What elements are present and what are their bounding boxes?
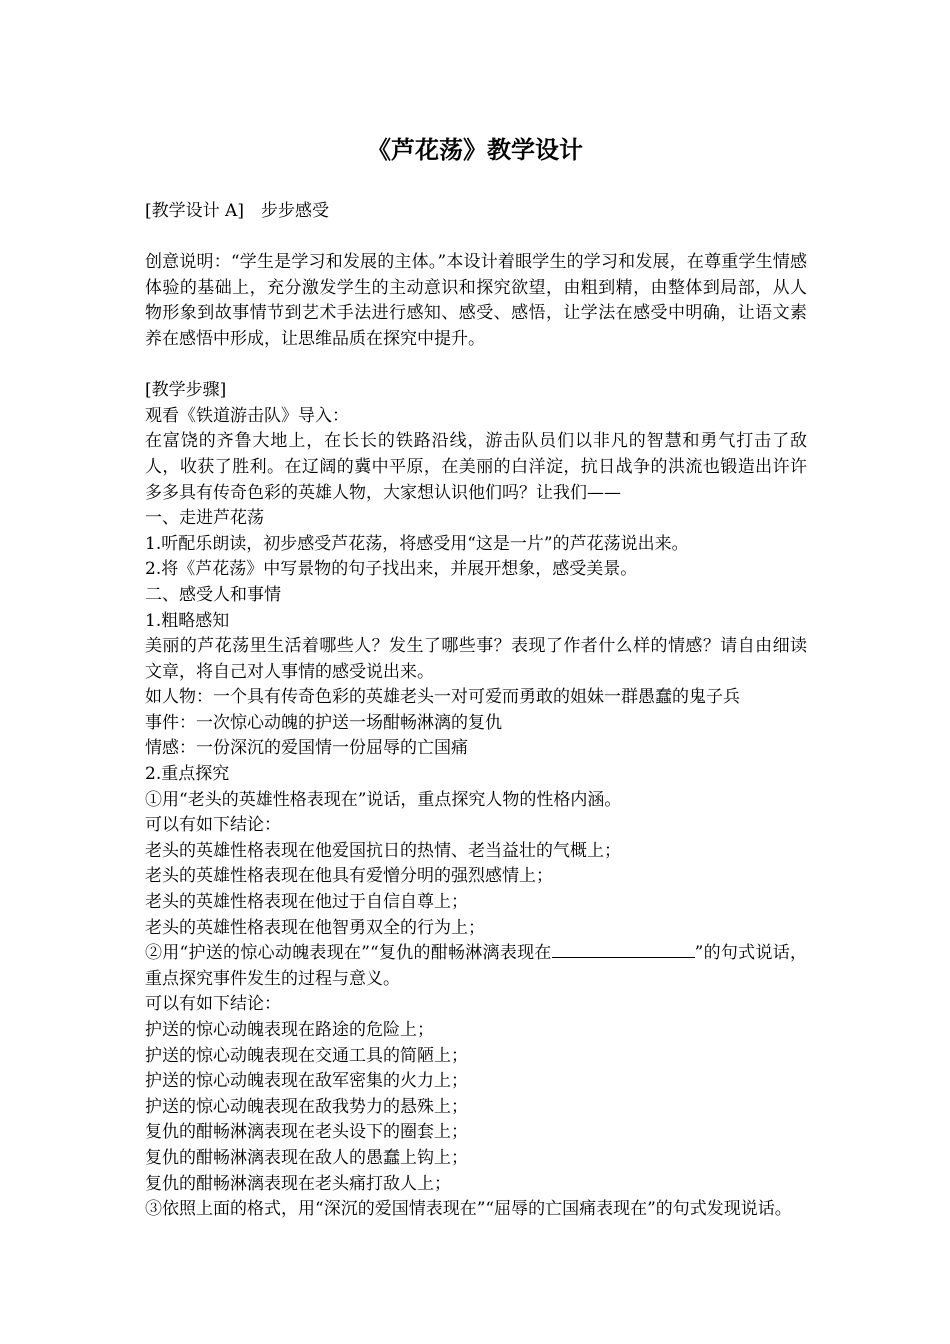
list-item: 1.听配乐朗读，初步感受芦花荡，将感受用“这是一片”的芦花荡说出来。 — [145, 533, 689, 554]
paragraph: 事件：一次惊心动魄的护送一场酣畅淋漓的复仇 — [145, 712, 502, 733]
paragraph: 老头的英雄性格表现在他具有爱憎分明的强烈感情上； — [145, 866, 553, 887]
paragraph: 美丽的芦花荡里生活着哪些人？发生了哪些事？表现了作者什么样的情感？请自由细读文章，将自己对人事情的感受说出来。 — [145, 636, 807, 682]
document-body — [145, 199, 807, 1223]
section-heading: 二、感受人和事情 — [145, 584, 281, 605]
list-item: 2.将《芦花荡》中写景物的句子找出来，并展开想象，感受美景。 — [145, 559, 638, 580]
paragraph: 护送的惊心动魄表现在敌我势力的悬殊上； — [145, 1096, 468, 1117]
subsection-heading: 2.重点探究 — [145, 764, 230, 785]
list-item: ③依照上面的格式，用“深沉的爱国情表现在”“屈辱的亡国痛表现在”的句式发现说话。 — [145, 1199, 792, 1220]
paragraph: 如人物：一个具有传奇色彩的英雄老头一对可爱而勇敢的姐妹一群愚蠢的鬼子兵 — [145, 687, 740, 708]
paragraph: 护送的惊心动魄表现在交通工具的简陋上； — [145, 1045, 468, 1066]
paragraph: 可以有如下结论： — [145, 815, 281, 836]
paragraph: 情感：一份深沉的爱国情一份屈辱的亡国痛 — [145, 738, 468, 759]
intro-paragraph: 创意说明：“学生是学习和发展的主体。”本设计着眼学生的学习和发展，在尊重学生情感体验的基础上，充分激发学生的主动意识和探究欲望，由粗到精，由整体到局部，从人物形象到故事情节到艺术手法进行感知、感受、感悟，让学法在感受中明确，让语文素养在感悟中形成，让思维品质在探究中提升。 — [145, 252, 807, 349]
paragraph: 老头的英雄性格表现在他智勇双全的行为上； — [145, 917, 485, 938]
paragraph: 观看《铁道游击队》导入： — [145, 405, 349, 426]
subsection-heading: 1.粗略感知 — [145, 610, 230, 631]
paragraph: 护送的惊心动魄表现在敌军密集的火力上； — [145, 1071, 468, 1092]
paragraph: 复仇的酣畅淋漓表现在老头设下的圈套上； — [145, 1122, 468, 1143]
paragraph: 复仇的酣畅淋漓表现在老头痛打敌人上； — [145, 1173, 451, 1194]
steps-header: [教学步骤] — [145, 380, 227, 401]
prompt-text: ”的句式说话，重点探究事件发生的过程与意义。 — [145, 943, 807, 989]
paragraph: 老头的英雄性格表现在他过于自信自尊上； — [145, 892, 468, 913]
section-heading: 一、走进芦花荡 — [145, 508, 264, 529]
paragraph: 可以有如下结论： — [145, 994, 281, 1015]
paragraph: 护送的惊心动魄表现在路途的危险上； — [145, 1020, 434, 1040]
paragraph: 复仇的酣畅淋漓表现在敌人的愚蠢上钩上； — [145, 1147, 468, 1168]
list-item — [145, 941, 807, 992]
paragraph: 老头的英雄性格表现在他爱国抗日的热情、老当益壮的气概上； — [145, 840, 621, 861]
prompt-text: ②用“护送的惊心动魄表现在”“复仇的酣畅淋漓表现在 — [145, 943, 552, 964]
document-title: 《芦花荡》教学设计 — [367, 135, 583, 164]
fill-blank-line — [552, 941, 695, 958]
list-item: ①用“老头的英雄性格表现在”说话，重点探究人物的性格内涵。 — [145, 789, 622, 810]
paragraph: 在富饶的齐鲁大地上，在长长的铁路沿线，游击队员们以非凡的智慧和勇气打击了敌人，收获了胜利。在辽阔的冀中平原，在美丽的白洋淀，抗日战争的洪流也锻造出许许多多具有传奇色彩的英雄人物，大家想认识他们吗？让我们—— — [145, 431, 807, 503]
design-header: [教学设计 A] 步步感受 — [145, 201, 329, 221]
